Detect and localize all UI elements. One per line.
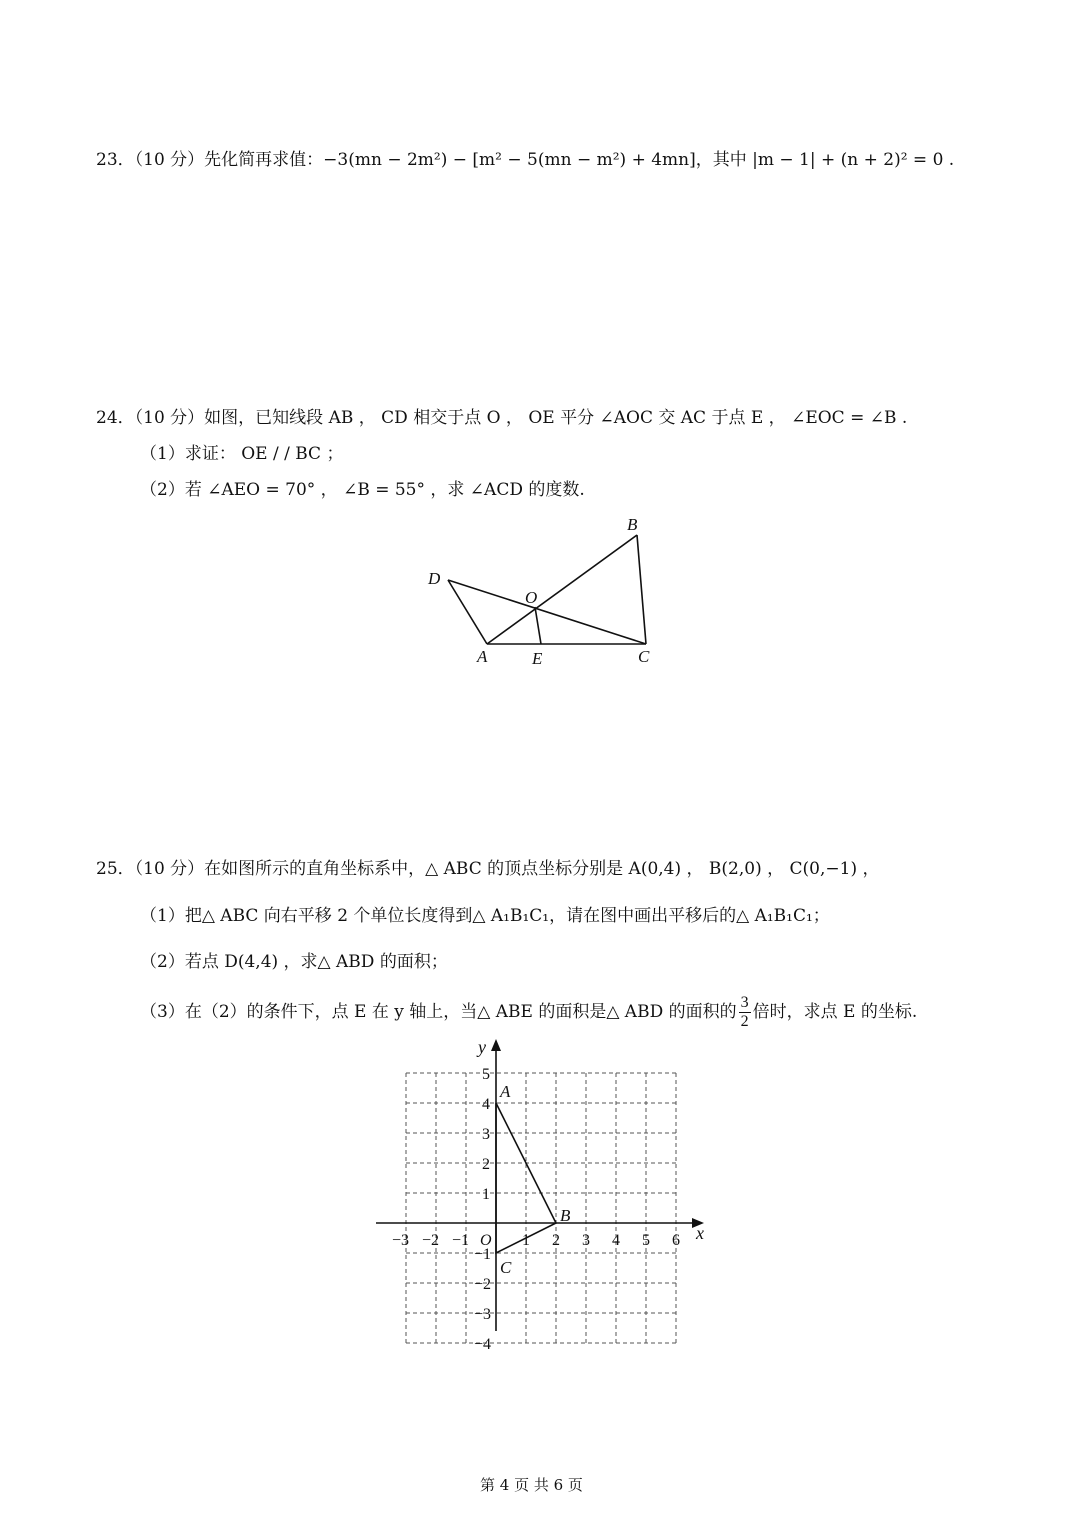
label-A: A: [477, 647, 488, 666]
fraction-denominator: 2: [740, 1013, 749, 1030]
figure-24-geometry: [0, 0, 1080, 700]
point-label-C: C: [500, 1258, 512, 1277]
y-tick-label: 3: [482, 1126, 490, 1143]
segment-DA: [448, 580, 487, 644]
point-label-A: A: [500, 1082, 511, 1101]
question-25-part-3: [140, 994, 917, 1031]
label-B: B: [627, 515, 638, 534]
y-tick-label: −3: [474, 1306, 492, 1323]
y-tick-label: −2: [474, 1276, 492, 1293]
y-axis-label: y: [478, 1037, 486, 1057]
question-25-part-1: （1）把△ ABC 向右平移 2 个单位长度得到△ A₁B₁C₁，请在图中画出平移后的△ A₁B₁C₁；: [140, 906, 830, 926]
question-24: 24．（10 分）如图，已知线段 AB ， CD 相交于点 O ， OE 平分 ∠AOC 交 AC 于点 E ， ∠EOC = ∠B .: [96, 408, 908, 428]
x-axis-label: x: [696, 1223, 704, 1243]
x-tick-label: 2: [552, 1232, 560, 1249]
question-25-part-2: （2）若点 D(4,4) ，求△ ABD 的面积；: [140, 952, 448, 972]
x-tick-label: 1: [522, 1232, 530, 1249]
x-tick-label: −2: [422, 1232, 440, 1249]
x-tick-label: −3: [392, 1232, 410, 1249]
y-tick-label: 1: [482, 1186, 490, 1203]
x-tick-label: 5: [642, 1232, 650, 1249]
y-tick-label: −1: [474, 1246, 492, 1263]
label-E: E: [532, 649, 543, 668]
fraction-numerator: 3: [740, 994, 749, 1011]
point-label-B: B: [560, 1206, 571, 1225]
page-footer: 第 4 页 共 6 页: [480, 1476, 583, 1494]
x-tick-label: −1: [452, 1232, 470, 1249]
fraction-three-halves: [739, 994, 751, 1031]
question-24-part-2: （2）若 ∠AEO = 70° ， ∠B = 55° ，求 ∠ACD 的度数.: [140, 480, 585, 500]
label-D: D: [428, 569, 441, 588]
x-tick-label: 6: [672, 1232, 680, 1249]
x-tick-label: 4: [612, 1232, 620, 1249]
segment-BC: [637, 535, 646, 644]
y-axis-arrow: [491, 1039, 501, 1051]
origin-label: O: [480, 1232, 492, 1249]
segment-DC: [448, 580, 646, 644]
question-24-part-1: （1）求证： OE / / BC ；: [140, 444, 344, 464]
y-tick-label: 4: [482, 1096, 490, 1113]
segment-AB: [487, 535, 637, 644]
label-O: O: [525, 588, 538, 607]
part-3-text-a: （3）在（2）的条件下，点 E 在 y 轴上，当△ ABE 的面积是△ ABD 的面积的: [140, 1002, 737, 1022]
part-3-text-b: 倍时，求点 E 的坐标.: [752, 1002, 918, 1022]
label-C: C: [638, 647, 650, 666]
x-tick-label: 3: [582, 1232, 590, 1249]
question-25: 25．（10 分）在如图所示的直角坐标系中，△ ABC 的顶点坐标分别是 A(0,4) ， B(2,0) ， C(0,−1) ，: [96, 859, 880, 879]
y-tick-label: 2: [482, 1156, 490, 1173]
y-tick-label: −4: [474, 1336, 492, 1353]
figure-25-coordinate-grid: [0, 1030, 1080, 1370]
segment-OE: [535, 607, 541, 644]
question-23: 23．（10 分）先化简再求值：−3(mn − 2m²) − [m² − 5(mn − m²) + 4mn]，其中 |m − 1| + (n + 2)² = 0 .: [96, 150, 955, 170]
y-tick-label: 5: [482, 1066, 490, 1083]
